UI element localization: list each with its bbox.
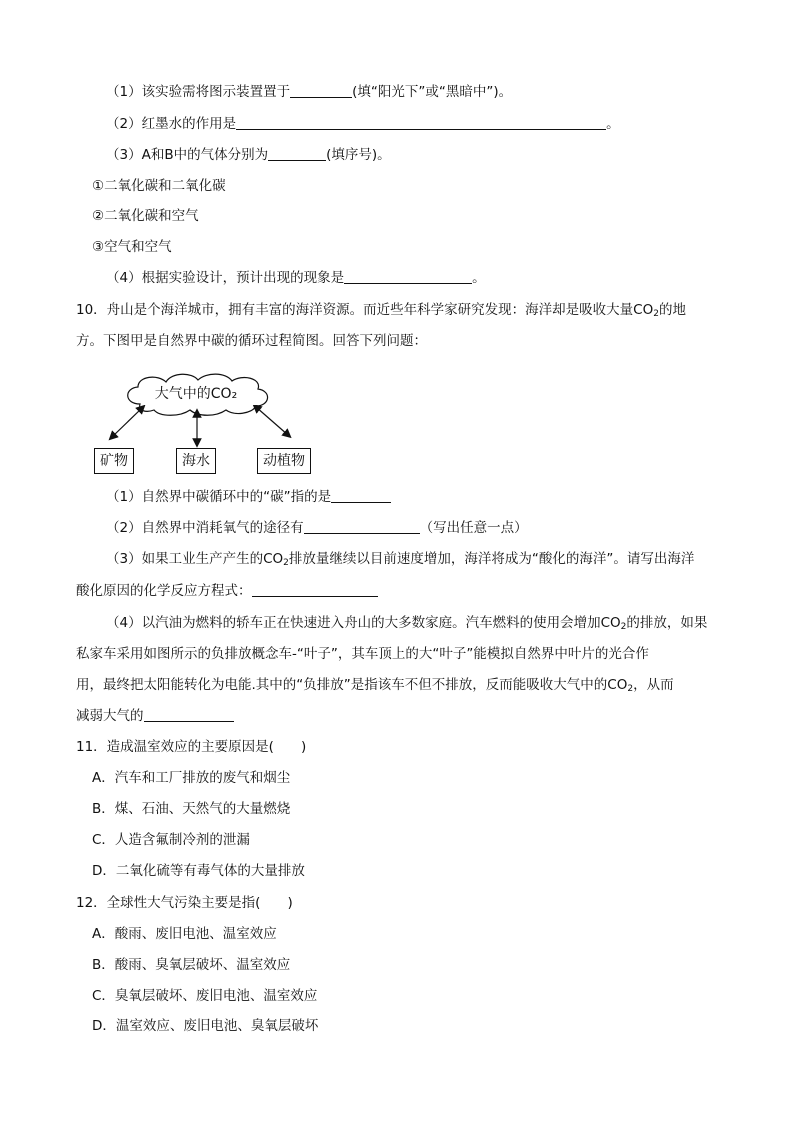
answer-blank[interactable] <box>331 488 391 503</box>
q11-option-c[interactable]: C．人造含氟制冷剂的泄漏 <box>92 832 250 848</box>
q12-option-b[interactable]: B．酸雨、臭氧层破坏、温室效应 <box>92 957 291 973</box>
q9-part3: （3）A和B中的气体分别为 (填序号)。 <box>106 147 391 163</box>
arrow-mineral <box>112 408 142 437</box>
q10-part1: （1）自然界中碳循环中的“碳”指的是 <box>106 488 391 506</box>
box-organisms: 动植物 <box>257 448 311 474</box>
answer-blank[interactable] <box>236 115 606 130</box>
answer-blank[interactable] <box>252 582 378 597</box>
q12-option-a[interactable]: A．酸雨、废旧电池、温室效应 <box>92 926 277 942</box>
box-mineral: 矿物 <box>94 448 134 474</box>
answer-blank[interactable] <box>304 519 420 534</box>
q9-part1: （1）该实验需将图示装置置于 (填“阳光下”或“黑暗中”)。 <box>106 84 513 100</box>
q9-part2: （2）红墨水的作用是 。 <box>106 116 620 132</box>
q10-part3-line1: （3）如果工业生产产生的$CO_2$排放量继续以目前速度增加，海洋将成为“酸化的海洋”。请写出海洋 <box>106 551 695 568</box>
q12-stem: 12．全球性大气污染主要是指( ) <box>76 895 293 911</box>
q10-part4-line1: （4）以汽油为燃料的轿车正在快速进入舟山的大多数家庭。汽车燃料的使用会增加$CO_2$的排放，如果 <box>106 615 708 632</box>
q10-part4-line4: 减弱大气的 <box>76 707 234 725</box>
q12-option-c[interactable]: C．臭氧层破坏、废旧电池、温室效应 <box>92 988 318 1004</box>
answer-blank[interactable] <box>290 83 352 98</box>
answer-blank[interactable] <box>268 146 326 161</box>
q10-part2: （2）自然界中消耗氧气的途径有 （写出任意一点） <box>106 520 528 536</box>
q10-part3-line2: 酸化原因的化学反应方程式： <box>76 582 378 600</box>
q10-part4-line2: 私家车采用如图所示的负排放概念车-“叶子”，其车顶上的大“叶子”能模拟自然界中叶片的光合作 <box>76 646 649 662</box>
q9-option-1: ①二氧化碳和二氧化碳 <box>92 178 226 194</box>
q12-option-d[interactable]: D．温室效应、废旧电池、臭氧层破坏 <box>92 1018 319 1034</box>
q9-option-3: ③空气和空气 <box>92 239 172 255</box>
box-seawater: 海水 <box>176 448 216 474</box>
q11-stem: 11．造成温室效应的主要原因是( ) <box>76 739 307 755</box>
q11-option-d[interactable]: D．二氧化硫等有毒气体的大量排放 <box>92 863 305 879</box>
q9-part4: （4）根据实验设计，预计出现的现象是 。 <box>106 270 486 286</box>
answer-blank[interactable] <box>144 707 234 722</box>
q10-stem-line1: 10．舟山是个海洋城市，拥有丰富的海洋资源。而近些年科学家研究发现：海洋却是吸收大量$CO_2$的地 <box>76 302 686 319</box>
arrow-organisms <box>256 407 288 435</box>
q11-option-b[interactable]: B．煤、石油、天然气的大量燃烧 <box>92 801 291 817</box>
answer-blank[interactable] <box>344 269 472 284</box>
q10-part4-line3: 用，最终把太阳能转化为电能.其中的“负排放”是指该车不但不排放，反而能吸收大气中的$CO_2$，从而 <box>76 677 674 694</box>
q11-option-a[interactable]: A．汽车和工厂排放的废气和烟尘 <box>92 770 291 786</box>
q9-option-2: ②二氧化碳和空气 <box>92 208 199 224</box>
q10-stem-line2: 方。下图甲是自然界中碳的循环过程简图。回答下列问题： <box>76 333 427 349</box>
cloud-label: 大气中的CO₂ <box>154 386 238 402</box>
